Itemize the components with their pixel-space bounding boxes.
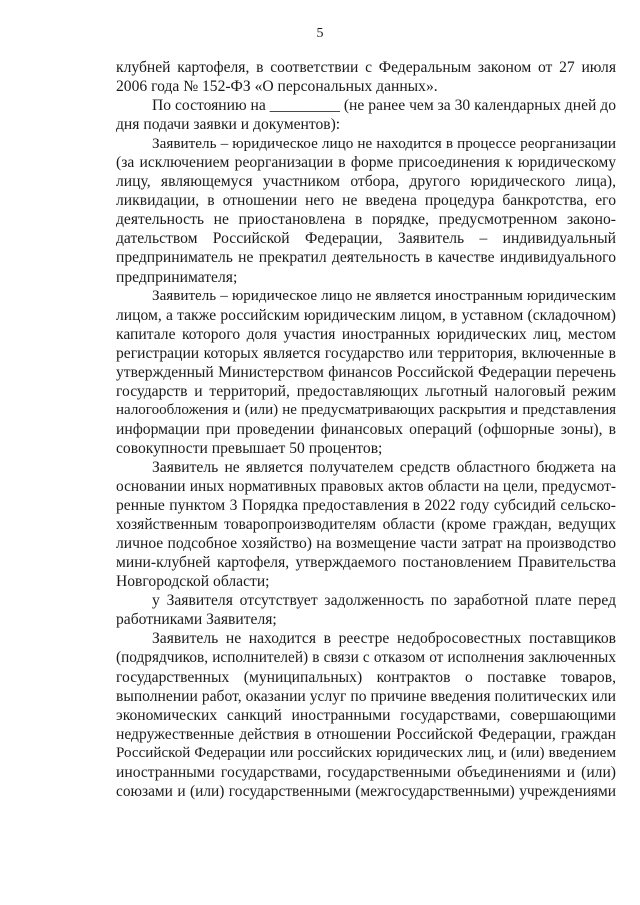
text-line: выполнении работ, оказании услуг по причине введения политических или bbox=[116, 687, 616, 705]
document-body bbox=[116, 58, 616, 801]
text-line: предпринимателя; bbox=[116, 268, 238, 286]
text-line: Заявитель не является получателем средств областного бюджета на bbox=[152, 458, 616, 476]
text-line: основании иных нормативных правовых актов области на цели, предусмот- bbox=[116, 478, 616, 496]
text-line: регистрации которых является государство или территория, включенные в bbox=[116, 344, 616, 362]
text-line: лицу, являющемуся участником отбора, другого юридического лица), bbox=[116, 173, 616, 191]
text-line: утвержденный Министерством финансов Российской Федерации перечень bbox=[116, 363, 616, 381]
text-line: государственных (муниципальных) контрактов о поставке товаров, bbox=[116, 668, 616, 686]
text-line: Российской Федерации или российских юридических лиц, и (или) введением bbox=[116, 744, 616, 761]
text-line: хозяйственным товаропроизводителям области (кроме граждан, ведущих bbox=[116, 516, 616, 534]
text-line: Новгородской области; bbox=[116, 573, 270, 591]
text-line: государств и территорий, предоставляющих льготный налоговый режим bbox=[116, 382, 616, 400]
text-line: работниками Заявителя; bbox=[116, 611, 277, 629]
text-line: союзами и (или) государственными (межгосударственными) учреждениями bbox=[116, 782, 616, 800]
text-line: Заявитель – юридическое лицо не является иностранным юридическим bbox=[152, 287, 616, 304]
text-line: лицом, а также российским юридическим лицом, в уставном (складочном) bbox=[116, 306, 616, 324]
text-line: По состоянию на _________ (не ранее чем за 30 календарных дней до bbox=[152, 97, 616, 115]
text-line: ренные пунктом 3 Порядка предоставления в 2022 году субсидий сельско- bbox=[116, 497, 616, 515]
text-line: предприниматель не прекратил деятельность в качестве индивидуального bbox=[116, 249, 616, 267]
text-line: иностранными государствами, государственными объединениями и (или) bbox=[116, 763, 616, 781]
page-number: 5 bbox=[316, 26, 324, 41]
text-line: совокупности превышает 50 процентов; bbox=[116, 439, 383, 457]
text-line: мини-клубней картофеля, утверждаемого постановлением Правительства bbox=[116, 554, 616, 572]
text-line: капитале которого доля участия иностранных юридических лиц, местом bbox=[116, 325, 616, 343]
text-line: недружественные действия в отношении Российской Федерации, граждан bbox=[116, 725, 616, 743]
text-line: информации при проведении финансовых операций (офшорные зоны), в bbox=[116, 420, 616, 438]
text-line: Заявитель не находится в реестре недобросовестных поставщиков bbox=[152, 630, 616, 648]
text-line: личное подсобное хозяйство) на возмещение части затрат на производство bbox=[116, 535, 616, 553]
text-line: (подрядчиков, исполнителей) в связи с отказом от исполнения заключенных bbox=[116, 649, 616, 667]
text-line: дня подачи заявки и документов): bbox=[116, 116, 341, 134]
text-line: (за исключением реорганизации в форме присоединения к юридическому bbox=[116, 154, 616, 172]
text-line: 2006 года № 152-ФЗ «О персональных данных». bbox=[116, 78, 438, 96]
text-line: дательством Российской Федерации, Заявитель – индивидуальный bbox=[116, 230, 616, 248]
text-line: клубней картофеля, в соответствии с Федеральным законом от 27 июля bbox=[116, 59, 616, 76]
text-line: у Заявителя отсутствует задолженность по заработной плате перед bbox=[152, 592, 616, 610]
text-line: экономических санкций иностранными государствами, совершающими bbox=[116, 706, 616, 724]
text-line: ликвидации, в отношении него не введена процедура банкротства, его bbox=[116, 192, 616, 210]
text-line: налогообложения и (или) не предусматривающих раскрытия и представления bbox=[116, 401, 616, 418]
text-line: деятельность не приостановлена в порядке, предусмотренном законо- bbox=[116, 211, 616, 229]
text-line: Заявитель – юридическое лицо не находится в процессе реорганизации bbox=[152, 135, 616, 153]
